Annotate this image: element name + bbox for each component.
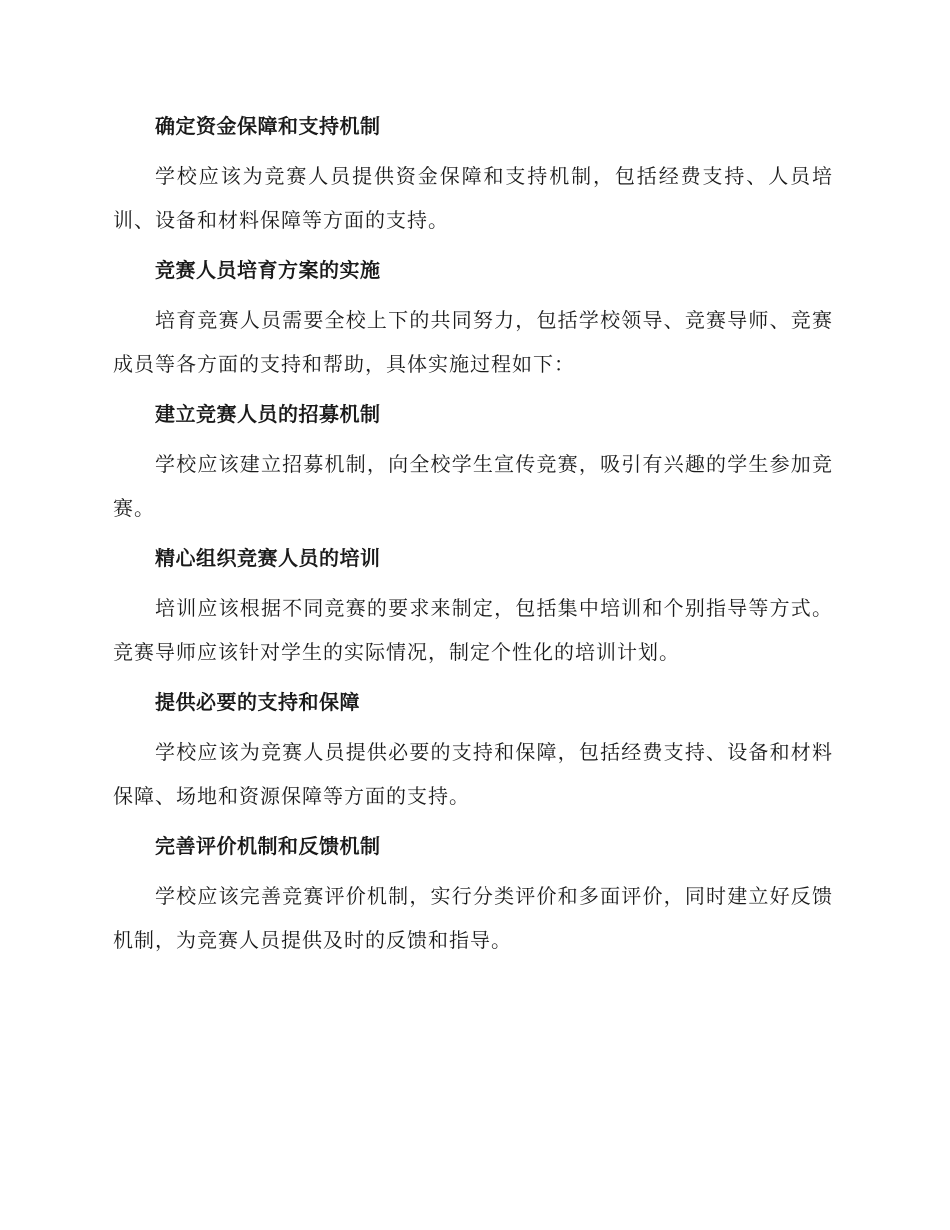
section-heading: 建立竞赛人员的招募机制 xyxy=(155,402,381,426)
section-heading: 确定资金保障和支持机制 xyxy=(155,114,381,138)
section-heading: 竞赛人员培育方案的实施 xyxy=(155,258,381,282)
section-funding xyxy=(113,110,833,242)
section-support xyxy=(113,686,833,818)
section-recruitment xyxy=(113,398,833,530)
section-paragraph: 学校应该为竞赛人员提供必要的支持和保障，包括经费支持、设备和材料保障、场地和资源保障等方面的支持。 xyxy=(113,740,833,808)
section-paragraph: 学校应该建立招募机制，向全校学生宣传竞赛，吸引有兴趣的学生参加竞赛。 xyxy=(113,452,833,520)
section-heading: 完善评价机制和反馈机制 xyxy=(155,834,381,858)
section-heading: 精心组织竞赛人员的培训 xyxy=(155,546,381,570)
section-paragraph: 培育竞赛人员需要全校上下的共同努力，包括学校领导、竞赛导师、竞赛成员等各方面的支持和帮助，具体实施过程如下： xyxy=(113,308,833,376)
document-body xyxy=(113,110,833,974)
section-paragraph: 学校应该为竞赛人员提供资金保障和支持机制，包括经费支持、人员培训、设备和材料保障等方面的支持。 xyxy=(113,164,833,232)
section-heading: 提供必要的支持和保障 xyxy=(155,690,360,714)
section-implementation xyxy=(113,254,833,386)
section-training xyxy=(113,542,833,674)
section-paragraph: 学校应该完善竞赛评价机制，实行分类评价和多面评价，同时建立好反馈机制，为竞赛人员提供及时的反馈和指导。 xyxy=(113,884,833,952)
section-evaluation xyxy=(113,830,833,962)
section-paragraph: 培训应该根据不同竞赛的要求来制定，包括集中培训和个别指导等方式。竞赛导师应该针对学生的实际情况，制定个性化的培训计划。 xyxy=(113,596,833,664)
